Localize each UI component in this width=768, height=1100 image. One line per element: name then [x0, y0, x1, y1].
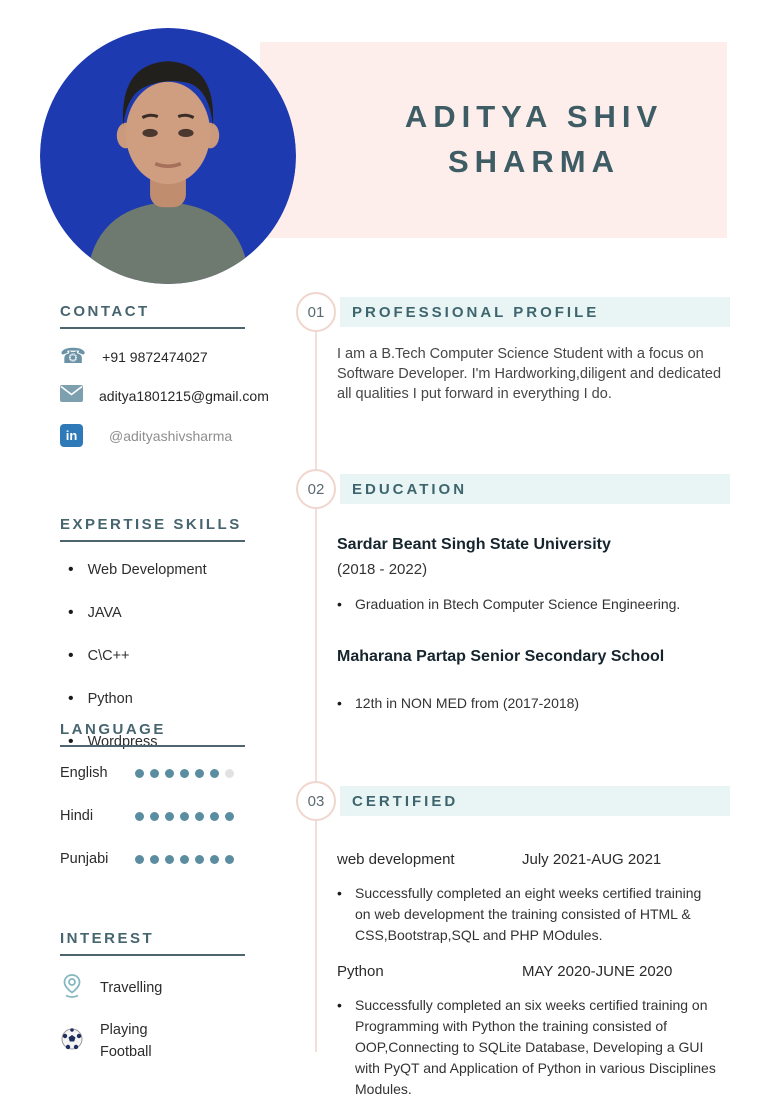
- football-icon: [60, 1027, 84, 1056]
- proficiency-dot: [135, 769, 144, 778]
- education-school-name: Sardar Beant Singh State University: [337, 536, 611, 553]
- phone-icon: ☎: [60, 345, 87, 368]
- language-row: [60, 765, 245, 781]
- proficiency-dot: [165, 812, 174, 821]
- proficiency-dot: [210, 812, 219, 821]
- certification-name: Python: [337, 963, 384, 980]
- skills-title: EXPERTISE SKILLS: [60, 516, 245, 542]
- proficiency-dot: [150, 812, 159, 821]
- proficiency-dot: [225, 769, 234, 778]
- language-list: [60, 765, 245, 867]
- language-row: [60, 808, 245, 824]
- education-entry-1: [337, 536, 737, 615]
- section-title-certified: CERTIFIED: [340, 786, 730, 816]
- proficiency-dot: [150, 855, 159, 864]
- section-number-03: 03: [296, 781, 336, 821]
- language-proficiency-dots: [135, 855, 234, 864]
- certification-date: July 2021-AUG 2021: [522, 851, 662, 868]
- proficiency-dot: [150, 769, 159, 778]
- section-number-02: 02: [296, 469, 336, 509]
- proficiency-dot: [195, 812, 204, 821]
- certification-name: web development: [337, 851, 455, 868]
- proficiency-dot: [195, 769, 204, 778]
- contact-linkedin-handle: @adityashivsharma: [109, 427, 233, 444]
- language-section: [60, 721, 245, 894]
- profile-paragraph: I am a B.Tech Computer Science Student with a focus on Software Developer. I'm Hardworking,diligent and dedicated all qualities I put forward in everything I do.: [337, 346, 722, 402]
- contact-linkedin-row[interactable]: [60, 424, 269, 447]
- contact-phone: +91 9872474027: [102, 348, 208, 365]
- certified-entry-2: [337, 963, 737, 1100]
- education-school-name: Maharana Partap Senior Secondary School: [337, 648, 665, 665]
- education-bullet: • Graduation in Btech Computer Science Engineering.: [337, 594, 737, 615]
- contact-phone-row: [60, 346, 269, 367]
- interest-section: [60, 930, 245, 1080]
- education-bullet: • 12th in NON MED from (2017-2018): [337, 693, 737, 714]
- proficiency-dot: [135, 855, 144, 864]
- section-number-01: 01: [296, 292, 336, 332]
- name-line-1: ADITYA SHIV: [404, 99, 664, 135]
- interest-item-travelling: [60, 973, 245, 1004]
- section-title-education: EDUCATION: [340, 474, 730, 504]
- language-title: LANGUAGE: [60, 721, 245, 747]
- contact-email: aditya1801215@gmail.com: [99, 388, 269, 404]
- certification-date: MAY 2020-JUNE 2020: [522, 963, 673, 980]
- location-pin-icon: [60, 973, 84, 1004]
- proficiency-dot: [225, 855, 234, 864]
- contact-title: CONTACT: [60, 303, 245, 329]
- proficiency-dot: [165, 855, 174, 864]
- interest-title: INTEREST: [60, 930, 245, 956]
- proficiency-dot: [180, 812, 189, 821]
- skill-item: • Wordpress: [68, 733, 245, 751]
- language-name: Punjabi: [60, 851, 109, 867]
- profile-photo: [40, 28, 296, 284]
- language-name: English: [60, 765, 108, 781]
- proficiency-dot: [225, 812, 234, 821]
- language-proficiency-dots: [135, 769, 234, 778]
- language-name: Hindi: [60, 808, 94, 824]
- proficiency-dot: [165, 769, 174, 778]
- education-years: (2018 - 2022): [337, 561, 428, 578]
- skill-item: • Web Development: [68, 561, 245, 579]
- contact-email-row: [60, 385, 269, 407]
- interest-item-football: [60, 1020, 245, 1064]
- proficiency-dot: [135, 812, 144, 821]
- interest-label: Travelling: [100, 979, 163, 996]
- certification-bullet: • Successfully completed an eight weeks certified training on web development the training consisted of HTML & CSS,Bootstrap,SQL and PHP MOdules.: [337, 883, 707, 946]
- proficiency-dot: [210, 855, 219, 864]
- skill-item: • C\C++: [68, 647, 245, 665]
- page-title: [340, 42, 728, 238]
- proficiency-dot: [180, 855, 189, 864]
- certified-entry-1: [337, 851, 737, 946]
- contact-section: [60, 303, 269, 447]
- skill-item: • JAVA: [68, 604, 245, 622]
- interest-label: Playing Football: [100, 1022, 152, 1060]
- name-line-2: SHARMA: [447, 144, 621, 179]
- section-title-professional-profile: PROFESSIONAL PROFILE: [340, 297, 730, 327]
- language-row: [60, 851, 245, 867]
- timeline-line: [315, 330, 317, 1052]
- skill-item: • Python: [68, 690, 245, 708]
- proficiency-dot: [195, 855, 204, 864]
- email-icon: [60, 385, 83, 407]
- language-proficiency-dots: [135, 812, 234, 821]
- proficiency-dot: [180, 769, 189, 778]
- education-entry-2: [337, 648, 737, 714]
- certification-bullet: • Successfully completed an six weeks certified training on Programming with Python the training consisted of OOP,Connecting to SQLite Database, Developing a GUI with PyQT and Application of Python in various Disciplines Modules.: [337, 995, 717, 1100]
- profile-photo-illustration: [40, 28, 296, 284]
- linkedin-icon: in: [60, 424, 83, 447]
- proficiency-dot: [210, 769, 219, 778]
